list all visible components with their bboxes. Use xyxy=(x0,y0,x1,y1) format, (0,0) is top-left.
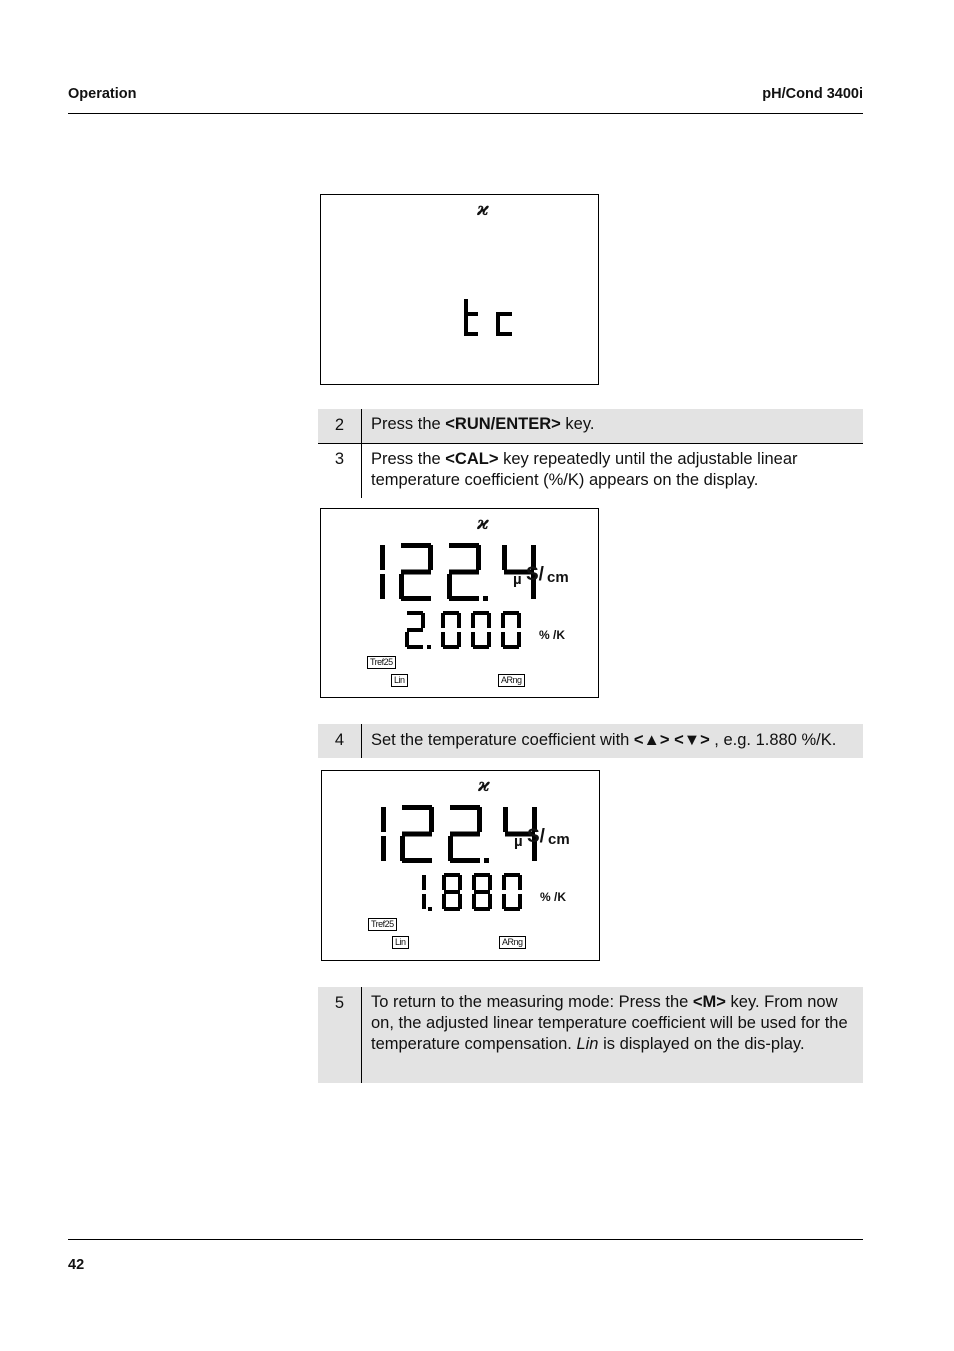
main-value-digit-segment xyxy=(401,543,431,548)
second-value-digit-segment xyxy=(517,632,521,647)
main-value-digit-segment xyxy=(449,543,479,548)
second-value-digit-segment xyxy=(472,894,476,909)
indicator-lin: Lin xyxy=(391,674,408,687)
second-unit: % /K xyxy=(539,628,566,642)
main-value-digit-segment xyxy=(449,570,479,575)
unit-cm: cm xyxy=(548,831,570,848)
step-text-pre: Press the xyxy=(371,415,446,433)
step-text-pre: To return to the measuring mode: Press the xyxy=(371,993,693,1011)
second-value-digit-segment xyxy=(443,611,459,615)
main-value-digit-segment xyxy=(450,832,480,837)
step-text xyxy=(371,730,855,751)
step-text-post: key. xyxy=(560,415,595,433)
step-divider xyxy=(361,724,362,758)
unit-s: S/ xyxy=(527,826,545,847)
step-number: 5 xyxy=(334,994,345,1012)
step-number: 2 xyxy=(334,416,345,434)
second-value-digit-segment xyxy=(487,632,491,647)
indicator-arng: ARng xyxy=(499,936,526,949)
second-unit: % /K xyxy=(540,890,567,904)
main-value-digit-segment xyxy=(450,858,480,863)
main-value-digit-segment xyxy=(380,545,385,570)
second-value-digit-segment xyxy=(443,645,459,649)
second-value-digit-segment xyxy=(442,875,446,890)
main-value-digit-segment xyxy=(400,836,405,861)
main-value-digit-segment xyxy=(448,836,453,861)
second-value-digit-segment xyxy=(503,645,519,649)
unit-mu: µ xyxy=(514,833,523,850)
main-value-decimal-point xyxy=(484,858,489,863)
second-value-digit-segment xyxy=(444,890,460,894)
main-value-digit-segment xyxy=(477,807,482,832)
kappa-symbol: ϰ xyxy=(478,775,490,796)
step-text-post: key. From now on, the adjusted linear temperature coefficient will be used for the temperature compensation. xyxy=(371,993,848,1053)
second-value-digit-segment xyxy=(407,645,423,649)
kappa-symbol: ϰ xyxy=(477,199,489,220)
key-name: <RUN/ENTER> xyxy=(445,415,561,433)
main-value-digit-segment xyxy=(401,570,431,575)
step-text-post2: is displayed on the dis-play. xyxy=(598,1035,805,1053)
second-value-digit-segment xyxy=(501,632,505,647)
main-value-digit-segment xyxy=(402,858,432,863)
second-value-digit-segment xyxy=(518,894,522,909)
second-value-digit-segment xyxy=(471,632,475,647)
second-value-digit-segment xyxy=(458,894,462,909)
step-number: 3 xyxy=(334,450,345,468)
second-value-digit-segment xyxy=(474,873,490,877)
second-value-digit-segment xyxy=(457,613,461,628)
second-value-digit-segment xyxy=(441,632,445,647)
key-name: <M> xyxy=(692,993,726,1011)
second-value-digit-segment xyxy=(502,894,506,909)
main-value-digit-segment xyxy=(476,545,481,570)
second-value-digit-segment xyxy=(504,873,520,877)
second-value-digit-segment xyxy=(474,907,490,911)
step-text xyxy=(371,992,855,1055)
main-value-digit-segment xyxy=(380,574,385,599)
second-value-digit-segment xyxy=(474,890,490,894)
second-value-digit-segment xyxy=(502,875,506,890)
step-text-post: , e.g. 1.880 %/K. xyxy=(709,731,837,749)
unit-cm: cm xyxy=(547,569,569,586)
step-text xyxy=(371,449,855,491)
indicator-tref25: Tref25 xyxy=(368,918,397,931)
main-value-digit-segment xyxy=(450,805,480,810)
second-value-digit-segment xyxy=(458,875,462,890)
step-text-pre: Set the temperature coefficient with xyxy=(371,731,634,749)
main-value-digit-segment xyxy=(401,596,431,601)
second-value-decimal-point xyxy=(428,907,432,911)
main-value-digit-segment xyxy=(447,574,452,599)
lcd-display-1880 xyxy=(321,770,600,961)
main-value-digit-segment xyxy=(402,805,432,810)
unit-mu: µ xyxy=(513,571,522,588)
second-value-digit-segment xyxy=(444,873,460,877)
second-value-digit-segment xyxy=(487,613,491,628)
step-5 xyxy=(318,987,863,1083)
second-value-digit-segment xyxy=(503,611,519,615)
second-value-digit-segment xyxy=(405,632,409,647)
main-value-digit-segment xyxy=(402,832,432,837)
main-value-digit-segment xyxy=(503,807,508,832)
second-value-digit-segment xyxy=(473,645,489,649)
second-value-digit-segment xyxy=(407,611,423,615)
main-value-digit-segment xyxy=(381,836,386,861)
kappa-symbol: ϰ xyxy=(477,513,489,534)
indicator-tref25: Tref25 xyxy=(367,656,396,669)
second-value-digit-segment xyxy=(407,628,423,632)
lcd-display-tc xyxy=(320,194,599,385)
second-value-digit-segment xyxy=(421,613,425,628)
main-value-digit-segment xyxy=(399,574,404,599)
step-divider xyxy=(361,987,362,1083)
header-rule xyxy=(68,113,863,114)
second-value-digit-segment xyxy=(442,894,446,909)
main-value-digit-segment xyxy=(429,807,434,832)
step-4 xyxy=(318,724,863,758)
lcd-main-value xyxy=(321,509,598,697)
second-value-digit-segment xyxy=(504,907,520,911)
second-value-digit-segment xyxy=(473,611,489,615)
main-value-digit-segment xyxy=(381,807,386,832)
second-value-digit-segment xyxy=(441,613,445,628)
page-number: 42 xyxy=(68,1257,85,1273)
second-value-digit-segment xyxy=(444,907,460,911)
indicator-arng: ARng xyxy=(498,674,525,687)
footer-rule xyxy=(68,1239,863,1240)
main-value-digit-segment xyxy=(428,545,433,570)
second-value-decimal-point xyxy=(427,645,431,649)
step-text xyxy=(371,414,855,435)
second-value-digit-segment xyxy=(422,875,426,890)
second-value-digit-segment xyxy=(488,875,492,890)
step-3 xyxy=(318,444,863,498)
step-text-pre: Press the xyxy=(371,450,446,468)
lcd-text-tc xyxy=(321,195,598,384)
header-product-name: pH/Cond 3400i xyxy=(762,86,863,102)
second-value-digit-segment xyxy=(518,875,522,890)
step-divider xyxy=(361,444,362,498)
second-value-digit-segment xyxy=(472,875,476,890)
second-value-digit-segment xyxy=(422,894,426,909)
main-value-digit-segment xyxy=(449,596,479,601)
second-value-digit-segment xyxy=(471,613,475,628)
step-2 xyxy=(318,409,863,443)
second-value-digit-segment xyxy=(457,632,461,647)
second-value-digit-segment xyxy=(488,894,492,909)
indicator-lin: Lin xyxy=(392,936,409,949)
step-text-post: key repeatedly until the adjustable linear temperature coefficient (%/K) appears on the display. xyxy=(371,450,798,489)
header-section-title: Operation xyxy=(68,86,137,102)
lcd-display-2000 xyxy=(320,508,599,698)
key-name: <CAL> xyxy=(445,450,499,468)
second-value-digit-segment xyxy=(501,613,505,628)
step-divider xyxy=(361,409,362,443)
step-text-italic: Lin xyxy=(576,1035,599,1053)
step-number: 4 xyxy=(334,731,345,749)
key-name: <▲> <▼> xyxy=(633,731,710,749)
lcd-main-value xyxy=(322,771,599,960)
main-value-decimal-point xyxy=(483,596,488,601)
second-value-digit-segment xyxy=(517,613,521,628)
unit-s: S/ xyxy=(526,564,544,585)
main-value-digit-segment xyxy=(502,545,507,570)
